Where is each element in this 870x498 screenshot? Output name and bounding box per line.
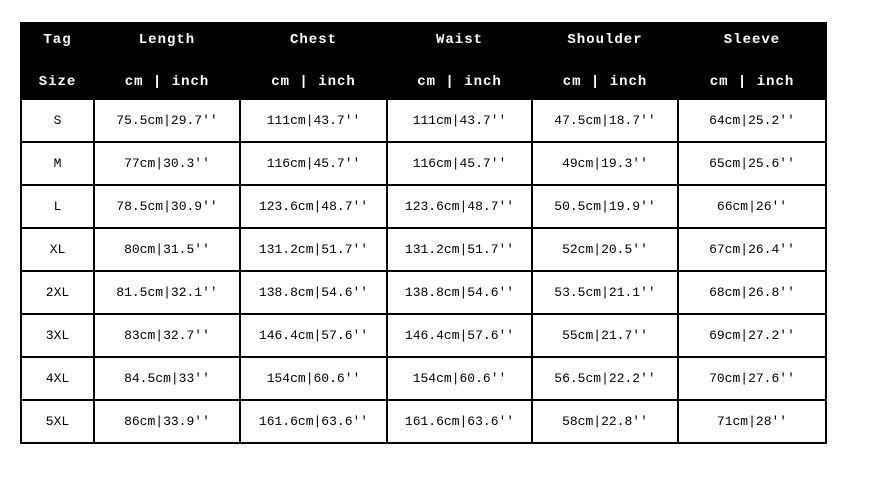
column-title: Waist bbox=[435, 32, 483, 48]
table-row-5xl bbox=[21, 400, 826, 443]
column-title: Shoulder bbox=[567, 32, 643, 48]
size-label-cell: 2XL bbox=[21, 271, 94, 314]
header-cell-inner bbox=[95, 24, 239, 98]
header-cell-waist bbox=[387, 23, 532, 99]
column-subtitle: cm | inch bbox=[124, 74, 210, 90]
measurement-cell: 86cm|33.9'' bbox=[94, 400, 240, 443]
column-title: Length bbox=[138, 32, 196, 48]
measurement-cell: 80cm|31.5'' bbox=[94, 228, 240, 271]
measurement-cell: 49cm|19.3'' bbox=[532, 142, 678, 185]
table-row-l bbox=[21, 185, 826, 228]
measurement-cell: 69cm|27.2'' bbox=[678, 314, 826, 357]
measurement-cell: 131.2cm|51.7'' bbox=[240, 228, 387, 271]
header-row bbox=[21, 23, 826, 99]
header-cell-length bbox=[94, 23, 240, 99]
size-label-cell: S bbox=[21, 99, 94, 142]
column-subtitle: cm | inch bbox=[417, 74, 502, 90]
header-cell-inner bbox=[679, 24, 825, 98]
measurement-cell: 77cm|30.3'' bbox=[94, 142, 240, 185]
measurement-cell: 67cm|26.4'' bbox=[678, 228, 826, 271]
measurement-cell: 116cm|45.7'' bbox=[240, 142, 387, 185]
column-subtitle: cm | inch bbox=[271, 74, 356, 90]
measurement-cell: 65cm|25.6'' bbox=[678, 142, 826, 185]
measurement-cell: 84.5cm|33'' bbox=[94, 357, 240, 400]
measurement-cell: 78.5cm|30.9'' bbox=[94, 185, 240, 228]
column-subtitle: cm | inch bbox=[709, 74, 795, 90]
measurement-cell: 161.6cm|63.6'' bbox=[387, 400, 532, 443]
table-row-s bbox=[21, 99, 826, 142]
measurement-cell: 52cm|20.5'' bbox=[532, 228, 678, 271]
measurement-cell: 111cm|43.7'' bbox=[240, 99, 387, 142]
column-title: Chest bbox=[289, 32, 337, 48]
measurement-cell: 71cm|28'' bbox=[678, 400, 826, 443]
table-row-3xl bbox=[21, 314, 826, 357]
measurement-cell: 146.4cm|57.6'' bbox=[387, 314, 532, 357]
measurement-cell: 138.8cm|54.6'' bbox=[240, 271, 387, 314]
measurement-cell: 53.5cm|21.1'' bbox=[532, 271, 678, 314]
header-cell-shoulder bbox=[532, 23, 678, 99]
measurement-cell: 83cm|32.7'' bbox=[94, 314, 240, 357]
table-header bbox=[21, 23, 826, 99]
measurement-cell: 154cm|60.6'' bbox=[240, 357, 387, 400]
column-subtitle: cm | inch bbox=[562, 74, 648, 90]
measurement-cell: 116cm|45.7'' bbox=[387, 142, 532, 185]
measurement-cell: 81.5cm|32.1'' bbox=[94, 271, 240, 314]
header-cell-inner bbox=[533, 24, 677, 98]
measurement-cell: 111cm|43.7'' bbox=[387, 99, 532, 142]
column-title: Sleeve bbox=[723, 32, 781, 48]
measurement-cell: 131.2cm|51.7'' bbox=[387, 228, 532, 271]
measurement-cell: 75.5cm|29.7'' bbox=[94, 99, 240, 142]
header-cell-inner bbox=[241, 24, 386, 98]
measurement-cell: 64cm|25.2'' bbox=[678, 99, 826, 142]
size-chart-table bbox=[20, 22, 827, 444]
header-cell-tag bbox=[21, 23, 94, 99]
size-label-cell: 4XL bbox=[21, 357, 94, 400]
size-label-cell: 3XL bbox=[21, 314, 94, 357]
size-label-cell: XL bbox=[21, 228, 94, 271]
size-label-cell: M bbox=[21, 142, 94, 185]
column-title: Tag bbox=[43, 32, 72, 48]
table-row-4xl bbox=[21, 357, 826, 400]
measurement-cell: 66cm|26'' bbox=[678, 185, 826, 228]
measurement-cell: 68cm|26.8'' bbox=[678, 271, 826, 314]
header-cell-inner bbox=[22, 24, 93, 98]
header-cell-sleeve bbox=[678, 23, 826, 99]
header-cell-chest bbox=[240, 23, 387, 99]
measurement-cell: 50.5cm|19.9'' bbox=[532, 185, 678, 228]
measurement-cell: 161.6cm|63.6'' bbox=[240, 400, 387, 443]
table-body bbox=[21, 99, 826, 443]
measurement-cell: 56.5cm|22.2'' bbox=[532, 357, 678, 400]
measurement-cell: 58cm|22.8'' bbox=[532, 400, 678, 443]
measurement-cell: 47.5cm|18.7'' bbox=[532, 99, 678, 142]
header-cell-inner bbox=[388, 24, 531, 98]
measurement-cell: 70cm|27.6'' bbox=[678, 357, 826, 400]
measurement-cell: 55cm|21.7'' bbox=[532, 314, 678, 357]
size-label-cell: 5XL bbox=[21, 400, 94, 443]
measurement-cell: 123.6cm|48.7'' bbox=[240, 185, 387, 228]
column-subtitle: Size bbox=[38, 74, 77, 90]
size-label-cell: L bbox=[21, 185, 94, 228]
measurement-cell: 123.6cm|48.7'' bbox=[387, 185, 532, 228]
table-row-2xl bbox=[21, 271, 826, 314]
measurement-cell: 138.8cm|54.6'' bbox=[387, 271, 532, 314]
measurement-cell: 146.4cm|57.6'' bbox=[240, 314, 387, 357]
measurement-cell: 154cm|60.6'' bbox=[387, 357, 532, 400]
table-row-xl bbox=[21, 228, 826, 271]
table-row-m bbox=[21, 142, 826, 185]
